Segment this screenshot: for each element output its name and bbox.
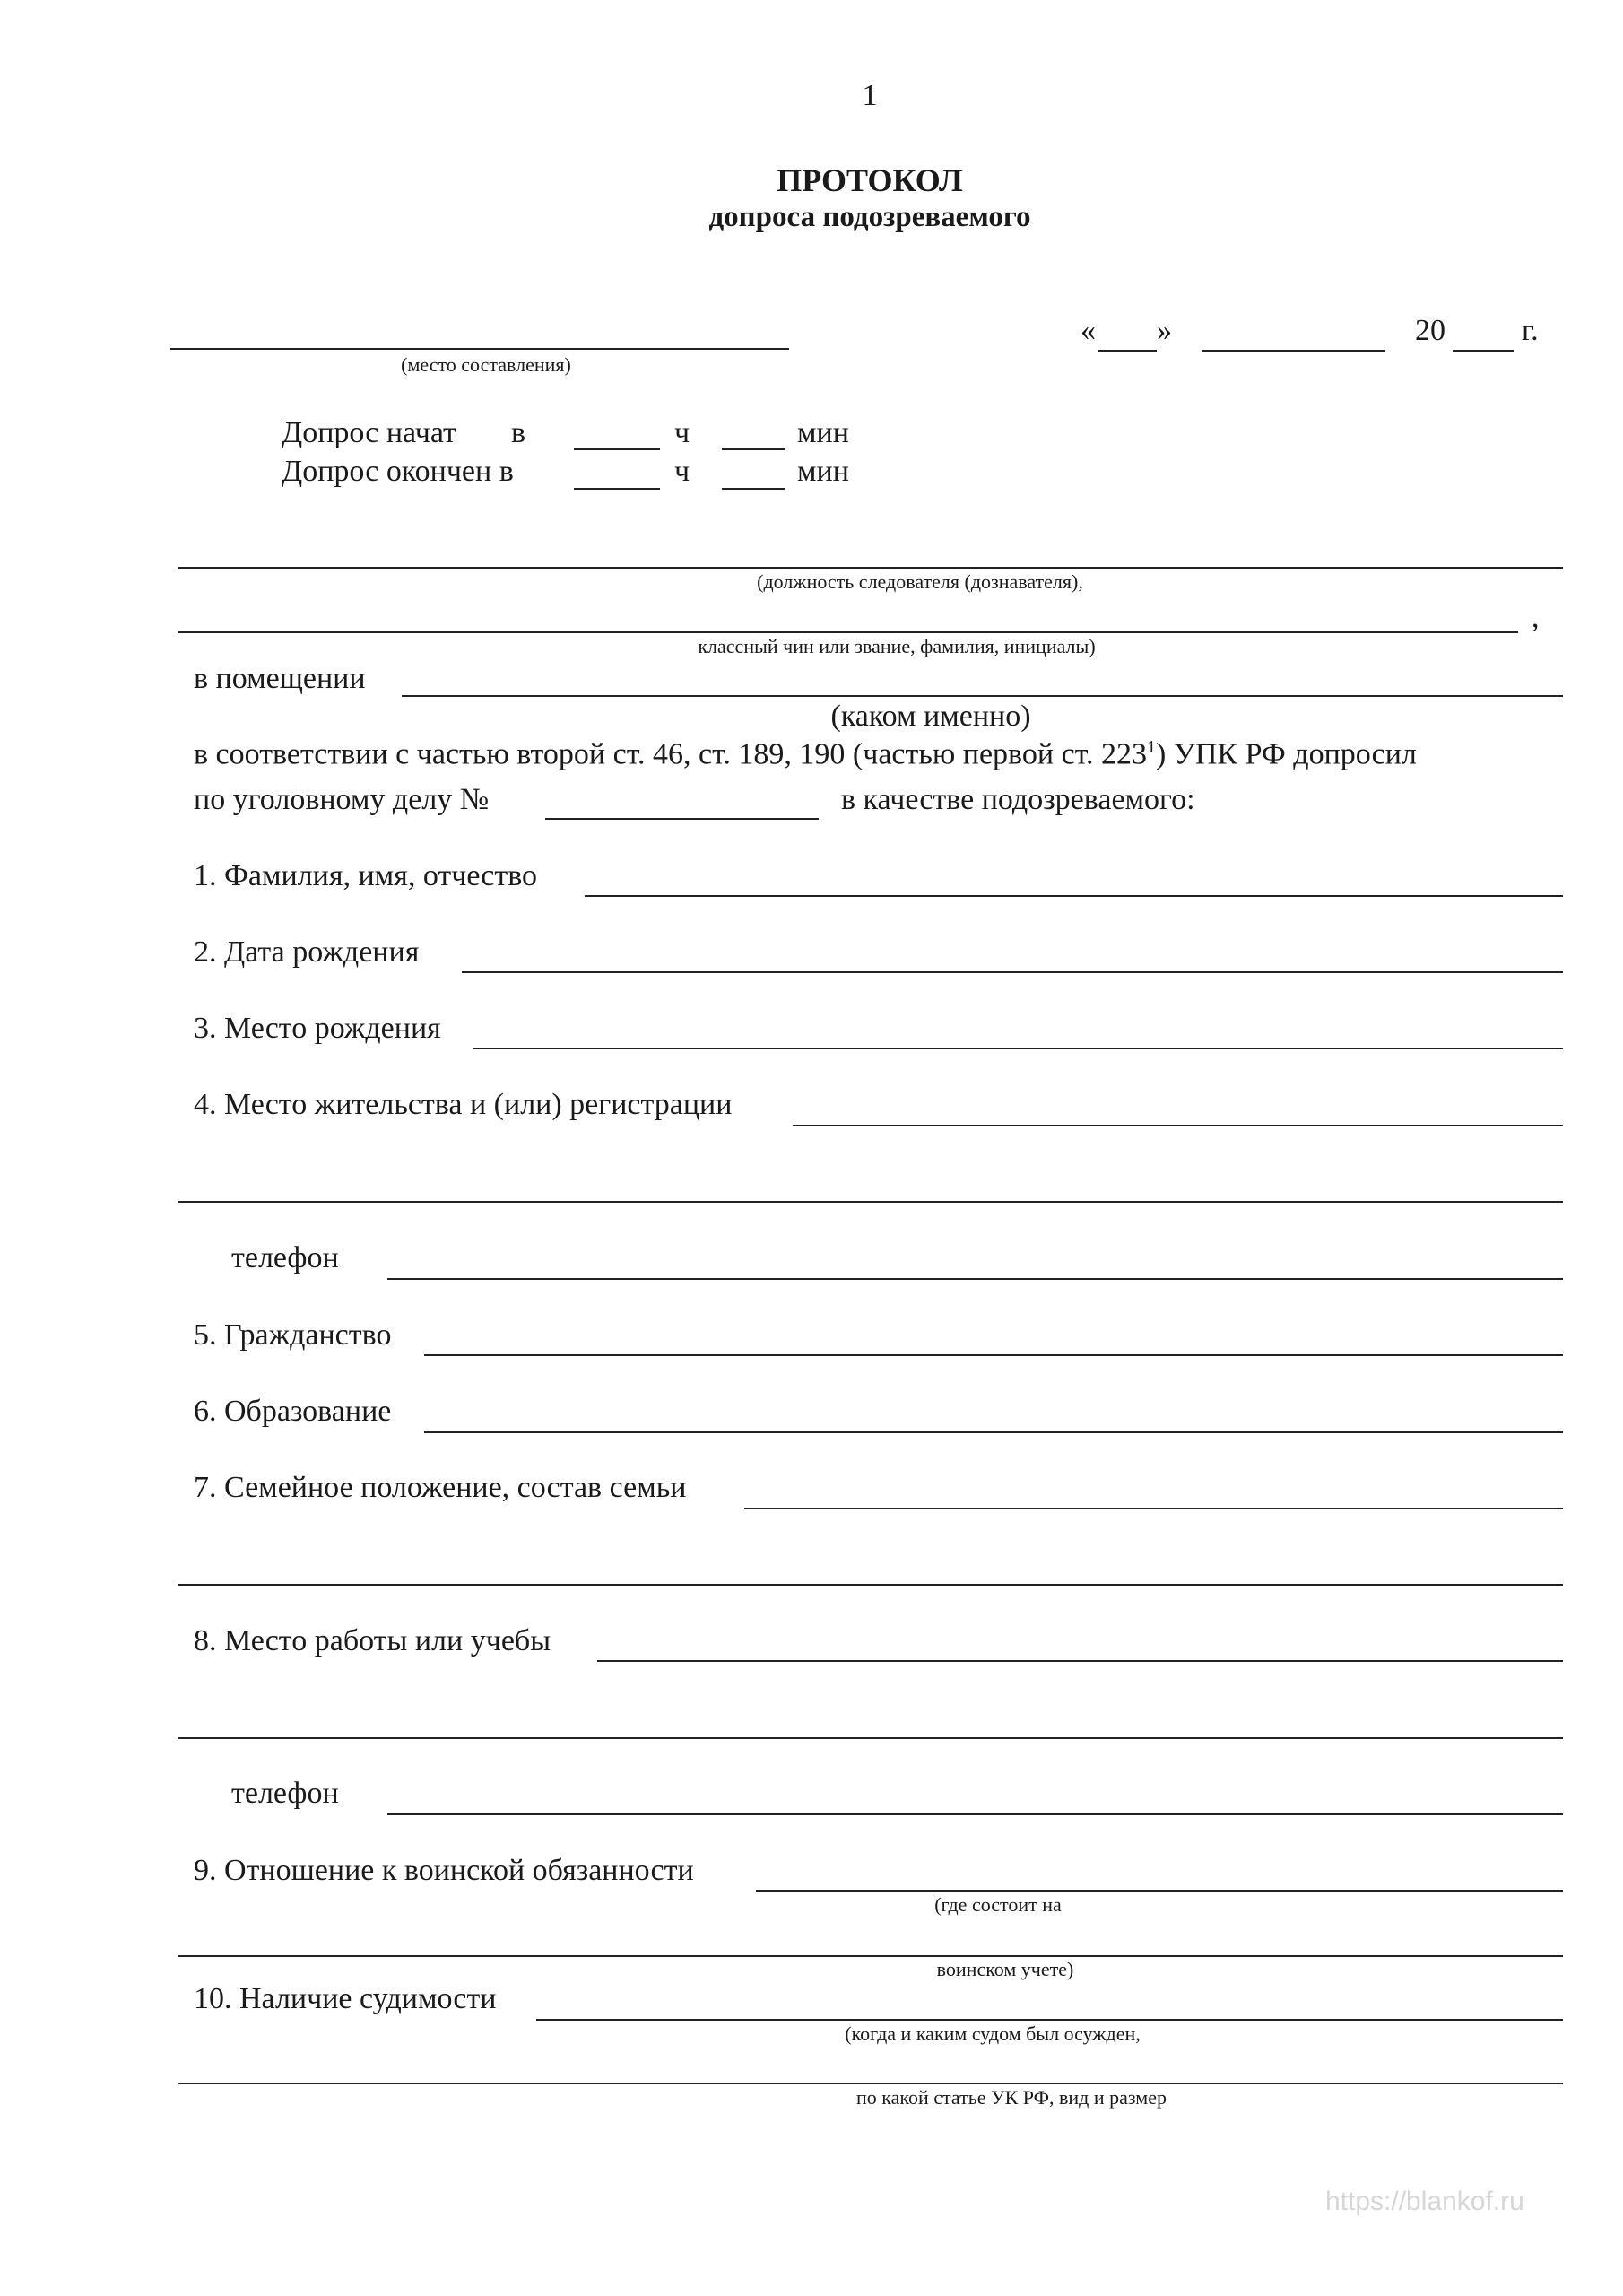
field-8-label: 8. Место работы или учебы	[194, 1624, 551, 1657]
place-caption: (место составления)	[401, 353, 571, 376]
phone-2-line	[387, 1813, 1563, 1815]
year-prefix: 20	[1415, 314, 1445, 347]
case-label: по уголовному делу №	[194, 783, 490, 816]
conviction-caption-2: по какой статье УК РФ, вид и размер	[856, 2086, 1167, 2109]
field-8-line	[597, 1660, 1563, 1662]
conviction-caption-1: (когда и каким судом был осужден,	[845, 2022, 1141, 2045]
rank-caption: классный чин или звание, фамилия, инициалы)	[698, 635, 1096, 657]
field-10-continuation-line	[178, 2083, 1563, 2084]
field-10-label: 10. Наличие судимости	[194, 1982, 497, 2015]
phone-2-label: телефон	[231, 1777, 339, 1810]
field-5-label: 5. Гражданство	[194, 1318, 392, 1352]
as-suspect-label: в качестве подозреваемого:	[841, 783, 1195, 816]
end-hours-line	[574, 488, 660, 490]
investigator-position-line	[178, 567, 1563, 569]
military-caption-2: воинском учете)	[936, 1958, 1074, 1980]
field-3-line	[473, 1048, 1563, 1049]
military-caption-1: (где состоит на	[934, 1893, 1062, 1916]
end-minutes-line	[722, 488, 785, 490]
end-hours-label: ч	[674, 455, 690, 488]
which-room-caption: (каком именно)	[830, 700, 1031, 733]
room-line	[402, 695, 1563, 697]
document-subtitle: допроса подозреваемого	[708, 201, 1031, 233]
field-8-continuation-line	[178, 1737, 1563, 1739]
field-4-label: 4. Место жительства и (или) регистрации	[194, 1088, 733, 1121]
end-minutes-label: мин	[797, 455, 849, 488]
field-9-line	[756, 1890, 1563, 1892]
field-7-line	[744, 1508, 1563, 1509]
day-line	[1098, 350, 1157, 352]
year-suffix: г.	[1522, 314, 1539, 347]
date-open-quote: «	[1081, 314, 1096, 347]
field-6-line	[424, 1431, 1563, 1433]
field-2-line	[462, 971, 1563, 973]
start-hours-label: ч	[674, 416, 690, 449]
document-title: ПРОТОКОЛ	[777, 162, 963, 198]
field-3-label: 3. Место рождения	[194, 1012, 441, 1045]
field-1-line	[585, 895, 1563, 897]
date-close-quote: »	[1157, 314, 1172, 347]
investigator-name-line	[178, 631, 1518, 633]
start-label: Допрос начат	[282, 416, 456, 449]
comma: ,	[1532, 601, 1540, 634]
field-1-label: 1. Фамилия, имя, отчество	[194, 859, 538, 892]
case-number-line	[545, 818, 819, 820]
month-line	[1202, 350, 1385, 352]
field-7-label: 7. Семейное положение, состав семьи	[194, 1471, 687, 1504]
room-label: в помещении	[194, 662, 366, 695]
field-4-continuation-line	[178, 1201, 1563, 1203]
field-9-continuation-line	[178, 1955, 1563, 1957]
position-caption: (должность следователя (дознавателя),	[757, 570, 1083, 593]
start-minutes-label: мин	[797, 416, 849, 449]
watermark-link: https://blankof.ru	[1325, 2187, 1524, 2216]
phone-1-line	[387, 1278, 1563, 1280]
start-in: в	[511, 416, 526, 449]
field-7-continuation-line	[178, 1584, 1563, 1586]
field-2-label: 2. Дата рождения	[194, 935, 420, 969]
page-number: 1	[862, 79, 878, 112]
phone-1-label: телефон	[231, 1241, 339, 1274]
field-4-line	[793, 1125, 1563, 1126]
field-6-label: 6. Образование	[194, 1395, 392, 1428]
field-9-label: 9. Отношение к воинской обязанности	[194, 1854, 694, 1887]
legal-basis: в соответствии с частью второй ст. 46, ст. 189, 190 (частью первой ст. $223^1$) УПК РФ допросил	[194, 737, 1417, 771]
start-hours-line	[574, 448, 660, 450]
field-5-line	[424, 1354, 1563, 1356]
place-line	[170, 348, 789, 350]
start-minutes-line	[722, 448, 785, 450]
field-10-line	[536, 2019, 1563, 2021]
end-label: Допрос окончен в	[282, 455, 514, 488]
year-line	[1453, 350, 1514, 352]
